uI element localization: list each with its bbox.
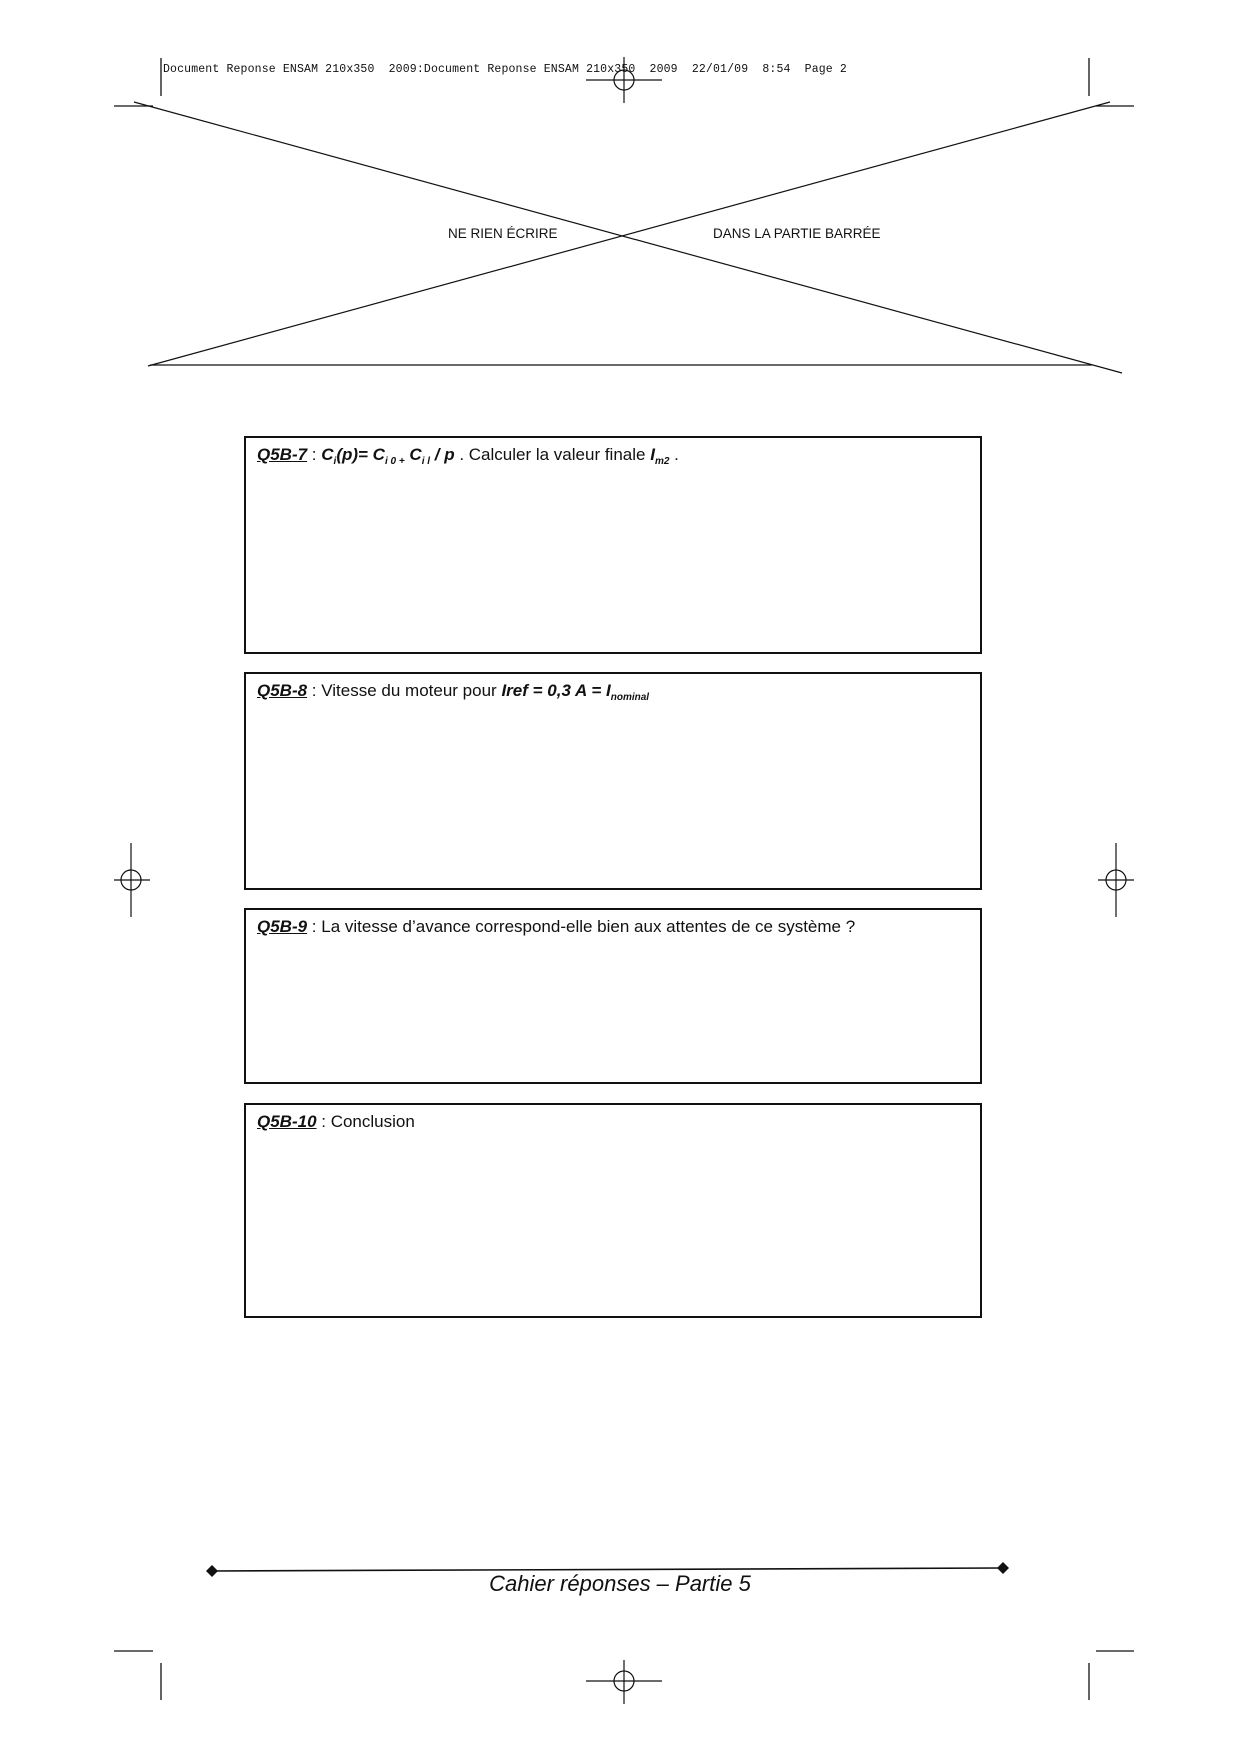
question-heading-q5b-7: Q5B-7 : $C_i(p)= C_{i 0 +}$ $C_{i l}$ / p . Calculer la valeur finale $I_{m2}$ . — [257, 445, 679, 467]
variable-im2: I — [650, 445, 655, 464]
question-text: Conclusion — [330, 1112, 415, 1131]
question-text: Vitesse du moteur pour — [321, 681, 502, 700]
answer-box-q5b-7[interactable] — [244, 436, 982, 654]
equation-c: C — [321, 445, 334, 464]
question-heading-q5b-9: Q5B-9 : La vitesse d’avance correspond-elle bien aux attentes de ce système ? — [257, 917, 856, 936]
equation-iref: Iref = 0,3 A = I — [501, 681, 611, 700]
barred-zone-label-left: NE RIEN ÉCRIRE — [448, 226, 558, 241]
question-heading-q5b-10: Q5B-10 : Conclusion — [257, 1112, 415, 1131]
question-id: Q5B-10 — [257, 1112, 317, 1131]
registration-target-left-icon — [114, 843, 150, 917]
question-id: Q5B-8 — [257, 681, 308, 700]
registration-target-right-icon — [1098, 843, 1134, 917]
question-id: Q5B-9 — [257, 917, 308, 936]
question-text: La vitesse d’avance correspond-elle bien aux attentes de ce système ? — [321, 917, 856, 936]
registration-target-bottom-icon — [586, 1660, 662, 1704]
question-id: Q5B-7 — [257, 445, 308, 464]
barred-zone-label-right: DANS LA PARTIE BARRÉE — [713, 226, 881, 241]
answer-box-q5b-9[interactable] — [244, 908, 982, 1084]
footer-title: Cahier réponses – Partie 5 — [489, 1571, 751, 1596]
question-heading-q5b-8: Q5B-8 : Vitesse du moteur pour Iref = 0,3 $A = I_{nominal}$ — [257, 681, 650, 703]
answer-box-q5b-8[interactable] — [244, 672, 982, 890]
answer-box-q5b-10[interactable] — [244, 1103, 982, 1318]
question-text: . Calculer la valeur finale — [454, 445, 651, 464]
print-header-slug: Document Reponse ENSAM 210x350 2009:Document Reponse ENSAM 210x350 2009 22/01/09 8:54 Page 2 — [163, 63, 847, 76]
barred-zone-cross — [134, 102, 1122, 373]
